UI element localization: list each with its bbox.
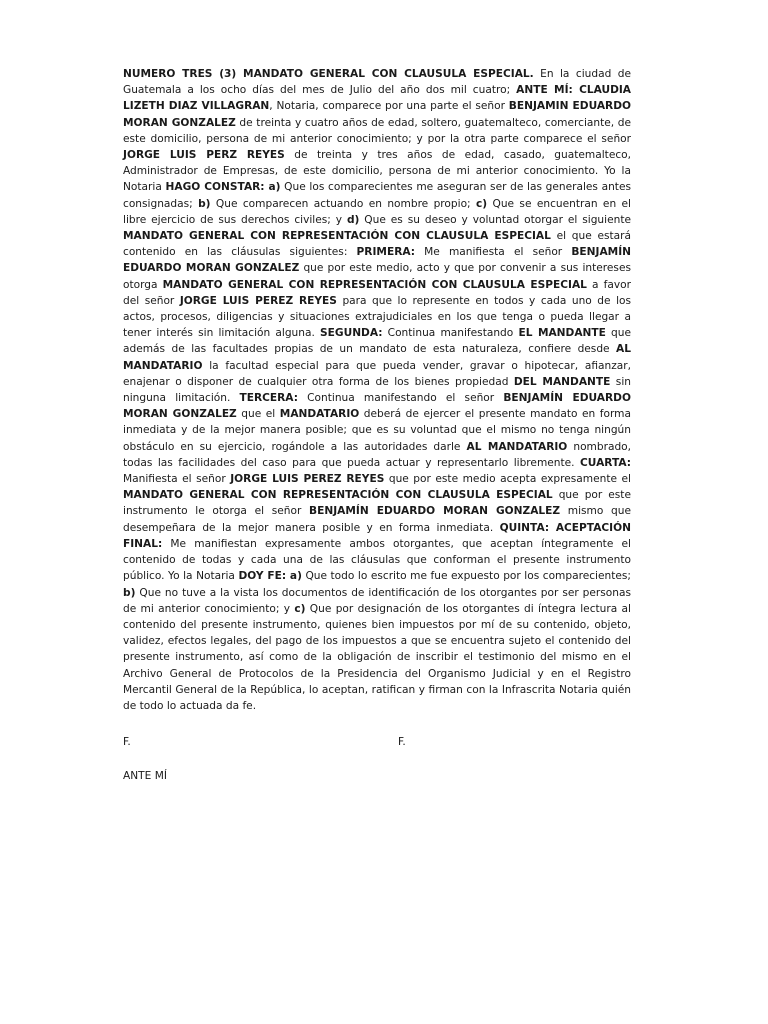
text-segment: sin ninguna limitación. [123,375,631,405]
bold-text-segment: NUMERO TRES (3) MANDATO GENERAL CON CLAUSULA ESPECIAL. [123,68,534,80]
text-segment: a favor del señor [123,278,631,307]
bold-text-segment: b) [123,586,136,599]
bold-text-segment: JORGE LUIS PERZ REYES [123,149,285,162]
bold-text-segment: b) [198,197,211,210]
bold-text-segment: DOY FE: a) [238,570,302,583]
text-segment: que el [236,408,280,421]
bold-text-segment: AL MANDATARIO [123,343,631,372]
document-body [123,66,631,714]
bold-text-segment: SEGUNDA: [320,327,383,340]
text-segment: Que se encuentran en el libre ejercicio de sus derechos civiles; y [123,197,631,226]
text-segment: mismo que desempeñara de la mejor manera posible y en forma inmediata. [123,505,631,534]
bold-text-segment: c) [476,197,488,210]
bold-text-segment: ANTE MÍ: CLAUDIA LIZETH DIAZ VILLAGRAN [123,84,632,113]
text-segment: Que todo lo escrito me fue expuesto por los comparecientes; [301,570,631,583]
text-segment: nombrado, todas las facilidades del caso para que pueda actuar y representarlo libremente. [123,440,632,469]
bold-text-segment: BENJAMÍN EDUARDO MORAN GONZALEZ [123,246,631,275]
bold-text-segment: EL MANDANTE [518,327,606,340]
text-segment: Continua manifestando [382,327,519,340]
bold-text-segment: HAGO CONSTAR: a) [165,181,281,194]
bold-text-segment: AL MANDATARIO [466,440,568,453]
text-segment: En la ciudad de Guatemala a los ocho días del mes de Julio del año dos mil cuatro; [123,68,631,97]
text-segment: Manifiesta el señor [123,473,231,486]
document-page [123,66,631,782]
text-segment: deberá de ejercer el presente mandato en forma inmediata y de la mejor manera posible; que es su voluntad que el mismo no tenga ningún obstáculo en su ejercicio, rogándole a las autoridades darle [123,408,631,453]
bold-text-segment: JORGE LUIS PEREZ REYES [179,294,337,307]
text-segment: para que lo represente en todos y cada uno de los actos, procesos, diligencias y situaciones extrajudiciales en los que tenga o pueda llegar a tener interés sin limitación alguna. [123,294,632,340]
text-segment: el que estará contenido en las cláusulas siguientes: [123,230,631,259]
text-segment: Me manifiestan expresamente ambos otorgantes, que aceptan íntegramente el contenido de todas y cada una de las cláusulas que conforman el presente instrumento público. Yo la Notaria [123,537,631,583]
bold-text-segment: CUARTA: [580,456,631,469]
text-segment: de treinta y cuatro años de edad, soltero, guatemalteco, comerciante, de este domicilio, persona de mi anterior conocimiento; y por la otra parte comparece el señor [123,116,631,145]
signature-line [123,736,631,752]
bold-text-segment: c) [294,602,306,615]
bold-text-segment: BENJAMÍN EDUARDO MORAN GONZALEZ [309,505,561,518]
bold-text-segment: d) [346,213,360,226]
bold-text-segment: BENJAMÍN EDUARDO MORAN GONZALEZ [123,392,631,421]
bold-text-segment: JORGE LUIS PEREZ REYES [230,473,385,486]
text-segment: , Notaria, comparece por una parte el señor [269,100,509,113]
text-segment: de treinta y tres años de edad, casado, guatemalteco, Administrador de Empresas, de este domicilio, persona de mi anterior conocimiento. Yo la Notaria [123,149,632,194]
text-segment: Que comparecen actuando en nombre propio; [210,197,476,210]
text-segment: Me manifiesta el señor [414,246,572,259]
bold-text-segment: MANDATO GENERAL CON REPRESENTACIÓN CON CLAUSULA ESPECIAL [123,230,551,243]
signature-right: F. [398,736,406,749]
text-segment: que por este medio acepta expresamente el [384,473,631,486]
text-segment: Que por designación de los otorgantes di íntegra lectura al contenido del presente instrumento, quienes bien impuestos por mí de su contenido, objeto, validez, efectos legales, del pago de los impuestos a que se encuentra sujeto el contenido del presente instrumento, así como de la obligación de inscribir el testimonio del mismo en el Archivo General de Protocolos de la Presidencia del Organismo Judicial y en el Registro Mercantil General de la República, lo aceptan, ratifican y firman con la Infrascrita Notaria quién de todo lo actuada da fe. [123,602,631,712]
text-segment: Que no tuve a la vista los documentos de identificación de los otorgantes por ser personas de mi anterior conocimiento; y [123,586,631,615]
bold-text-segment: MANDATO GENERAL CON REPRESENTACIÓN CON CLAUSULA ESPECIAL [123,489,553,502]
text-segment: que por este medio, acto y que por convenir a sus intereses otorga [123,262,631,291]
bold-text-segment: QUINTA: ACEPTACIÓN FINAL: [123,521,631,550]
bold-text-segment: PRIMERA: [356,246,415,259]
text-segment: Continua manifestando el señor [297,392,504,405]
bold-text-segment: MANDATO GENERAL CON REPRESENTACIÓN CON CLAUSULA ESPECIAL [162,278,587,291]
text-segment: que además de las facultades propias de un mandato de esta naturaleza, confiere desde [123,327,632,356]
bold-text-segment: DEL MANDANTE [513,375,611,388]
ante-mi-label: ANTE MÍ [123,770,167,783]
text-segment: que por este instrumento le otorga el señor [123,489,631,518]
bold-text-segment: BENJAMIN EDUARDO MORAN GONZALEZ [123,100,632,129]
text-segment: Que es su deseo y voluntad otorgar el siguiente [359,213,631,226]
text-segment: Que los comparecientes me aseguran ser de las generales antes consignadas; [123,181,631,210]
bold-text-segment: TERCERA: [239,392,298,405]
signature-left: F. [123,736,131,749]
text-segment: la facultad especial para que pueda vender, gravar o hipotecar, afianzar, enajenar o disponer de cualquier otra forma de los bienes propiedad [123,359,631,388]
bold-text-segment: MANDATARIO [279,408,360,421]
